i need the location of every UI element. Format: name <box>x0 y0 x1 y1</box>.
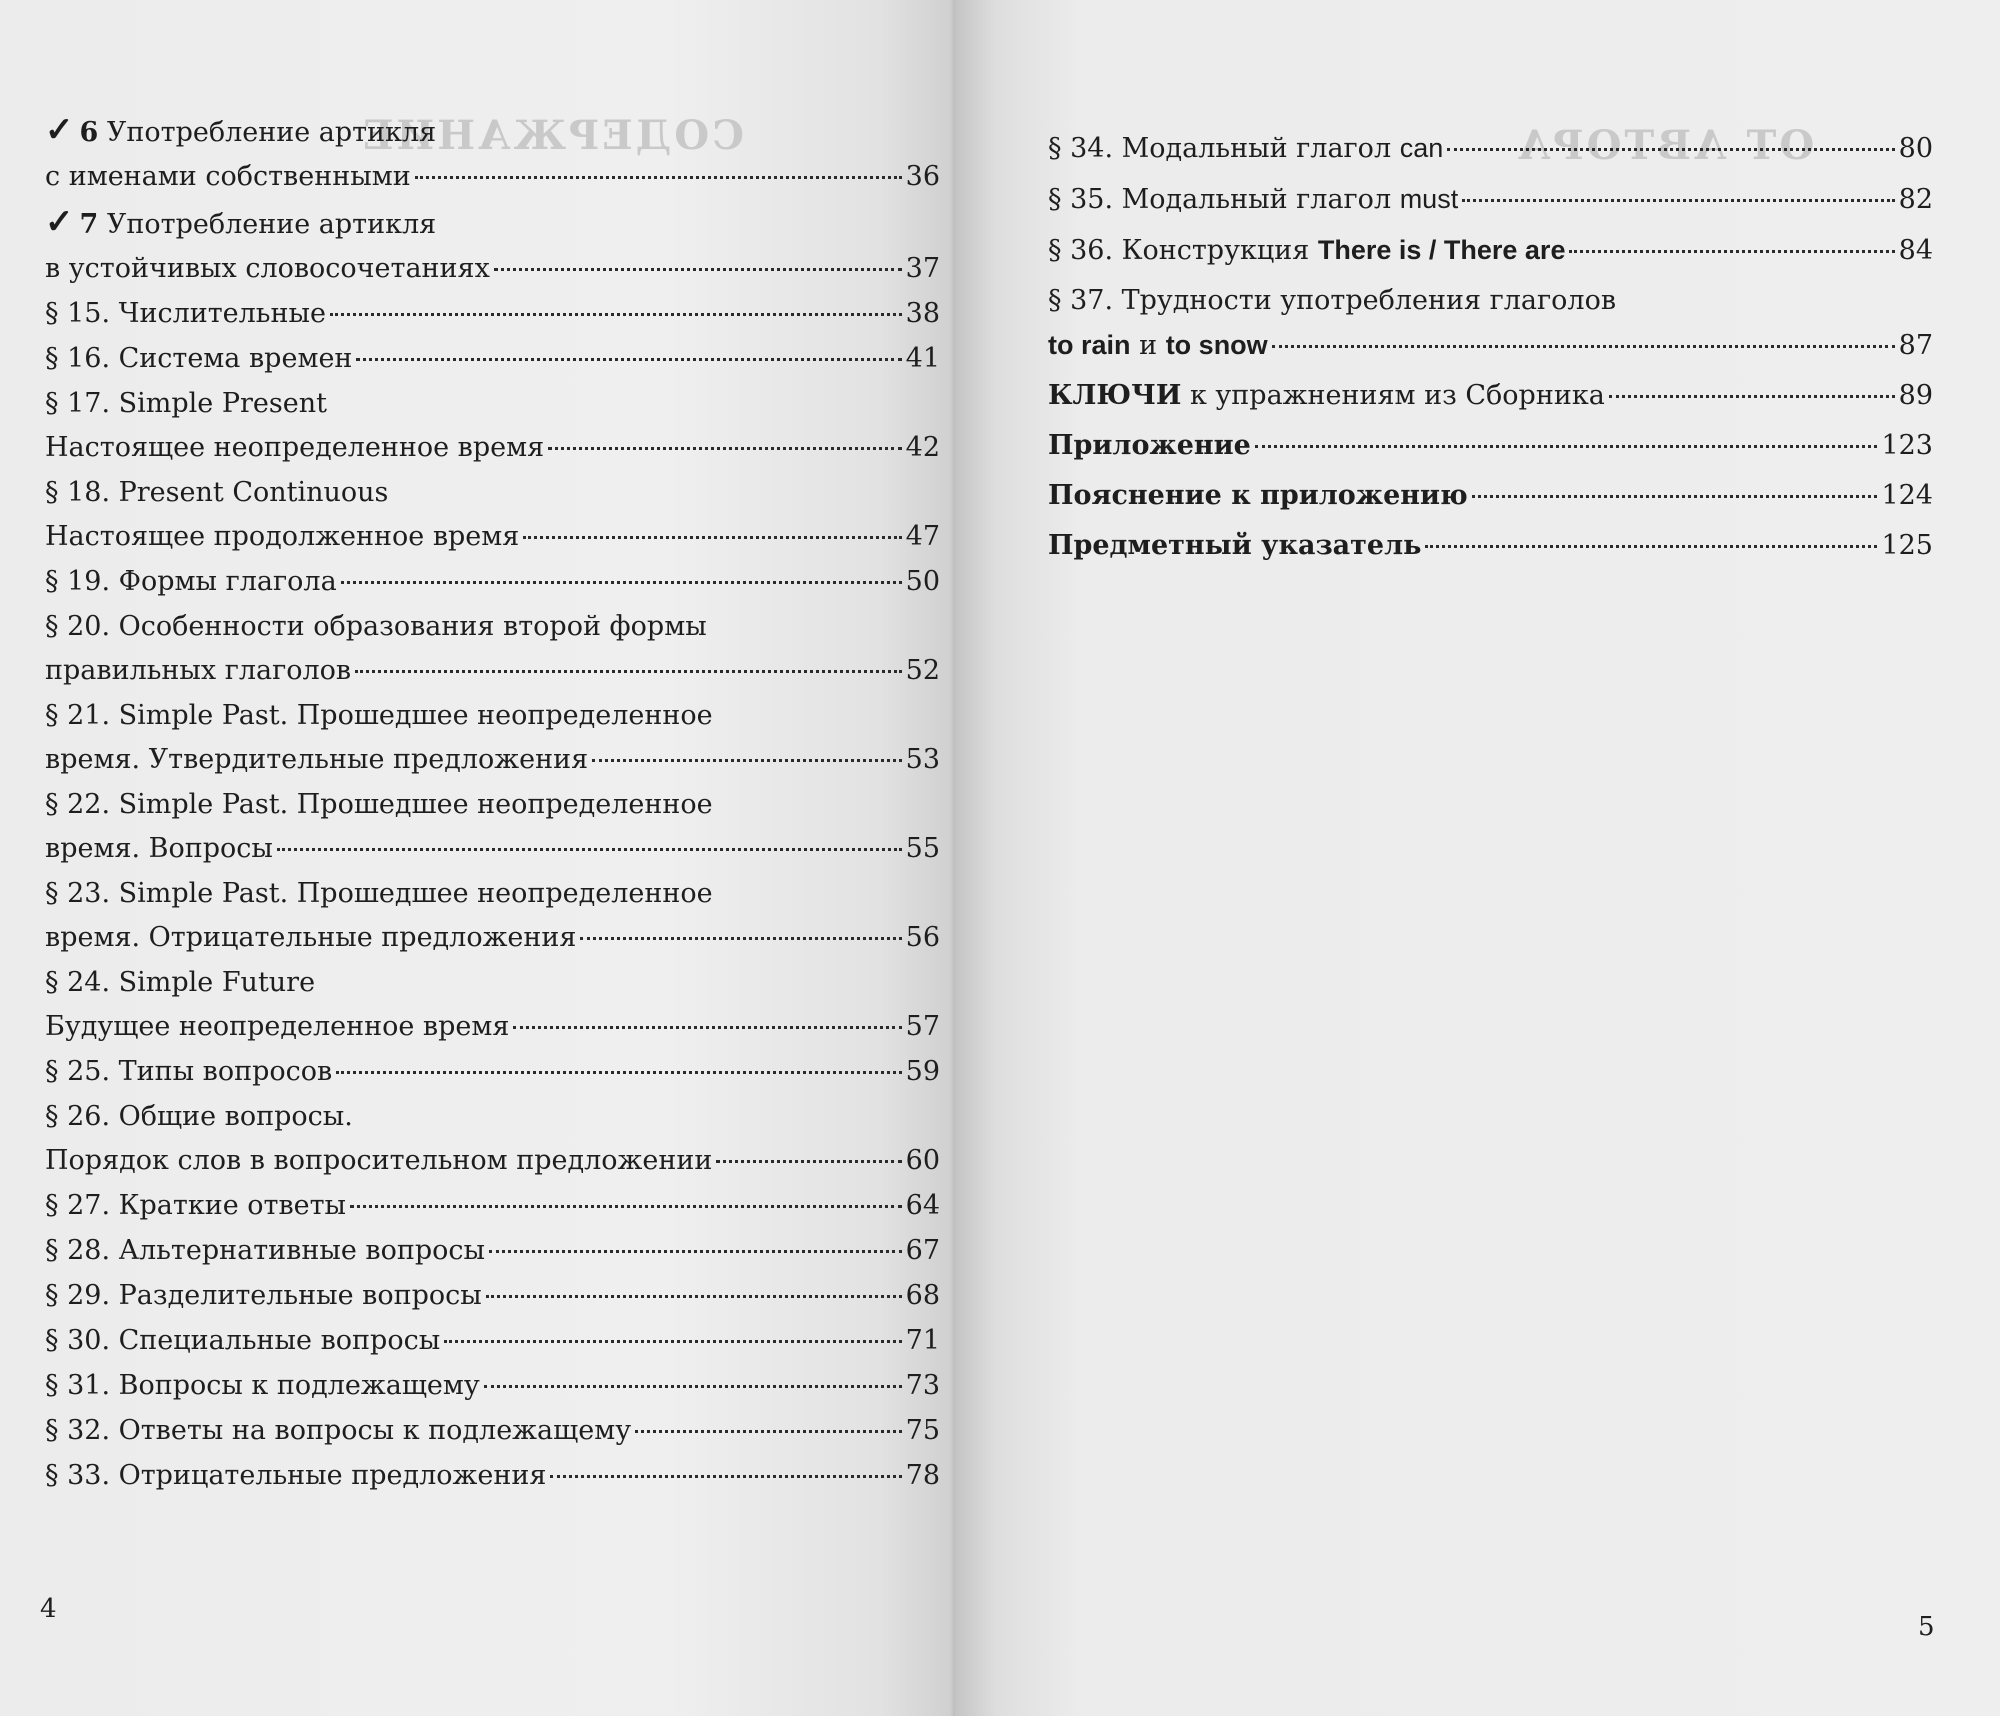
leader-dots <box>330 313 902 316</box>
page-ref: 123 <box>1881 430 1933 461</box>
leader-dots <box>550 1475 901 1478</box>
page-ref: 67 <box>905 1235 940 1266</box>
toc-entry: § 21. Simple Past. Прошедшее неопределенное время. Утвердительные предложения 53 <box>45 694 940 782</box>
page-ref: 38 <box>905 298 940 329</box>
leader-dots <box>1272 345 1895 348</box>
page-ref: 125 <box>1881 530 1933 561</box>
toc-entry: § 29. Разделительные вопросы 68 <box>45 1274 940 1318</box>
toc-entry: § 20. Особенности образования второй формы правильных глаголов 52 <box>45 605 940 693</box>
leader-dots <box>1447 148 1894 151</box>
leader-dots <box>1255 445 1878 448</box>
leader-dots <box>1569 250 1894 253</box>
page-ref: 71 <box>905 1325 940 1356</box>
checkmark-icon: ✓ <box>45 110 74 150</box>
toc-entry: § 34. Модальный глагол can 80 <box>1048 126 1933 171</box>
toc-entry: § 31. Вопросы к подлежащему 73 <box>45 1364 940 1408</box>
page-ref: 60 <box>905 1145 940 1176</box>
leader-dots <box>716 1160 901 1163</box>
page-number: 5 <box>1918 1612 1935 1642</box>
page-ref: 75 <box>905 1415 940 1446</box>
toc-right <box>1048 126 1933 574</box>
page-ref: 87 <box>1898 330 1933 361</box>
leader-dots <box>494 268 902 271</box>
page-ref: 50 <box>905 566 940 597</box>
page-ref: 89 <box>1898 380 1933 411</box>
leader-dots <box>523 536 901 539</box>
toc-entry: § 16. Система времен 41 <box>45 337 940 381</box>
toc-entry: § 27. Краткие ответы 64 <box>45 1184 940 1228</box>
page-ref: 82 <box>1898 184 1933 215</box>
leader-dots <box>341 581 902 584</box>
page-ref: 47 <box>905 521 940 552</box>
page-ref: 78 <box>905 1460 940 1491</box>
toc-entry: ✓ 6 Употребление артикля с именами собственными 36 <box>45 108 940 199</box>
toc-entry: § 23. Simple Past. Прошедшее неопределенное время. Отрицательные предложения 56 <box>45 872 940 960</box>
page-ref: 68 <box>905 1280 940 1311</box>
page-ref: 73 <box>905 1370 940 1401</box>
leader-dots <box>415 176 902 179</box>
toc-entry: КЛЮЧИ к упражнениям из Сборника 89 <box>1048 374 1933 418</box>
leader-dots <box>548 447 901 450</box>
leader-dots <box>486 1295 902 1298</box>
page-ref: 55 <box>905 833 940 864</box>
leader-dots <box>592 759 902 762</box>
toc-entry: § 25. Типы вопросов 59 <box>45 1050 940 1094</box>
leader-dots <box>580 937 901 940</box>
leader-dots <box>336 1071 901 1074</box>
toc-entry: Пояснение к приложению 124 <box>1048 474 1933 518</box>
leader-dots <box>356 358 901 361</box>
page-ref: 36 <box>905 161 940 192</box>
bleed-through-heading: СОДЕРЖАНИЕ <box>360 112 744 159</box>
leader-dots <box>277 848 902 851</box>
toc-left <box>45 108 940 1499</box>
leader-dots <box>1425 545 1877 548</box>
toc-entry: § 26. Общие вопросы. Порядок слов в вопросительном предложении 60 <box>45 1095 940 1183</box>
page-number: 4 <box>40 1594 57 1624</box>
toc-entry: § 28. Альтернативные вопросы 67 <box>45 1229 940 1273</box>
page-ref: 80 <box>1898 133 1933 164</box>
toc-entry: § 18. Present Continuous Настоящее продолженное время 47 <box>45 471 940 559</box>
toc-entry: § 15. Числительные 38 <box>45 292 940 336</box>
toc-entry: § 17. Simple Present Настоящее неопределенное время 42 <box>45 382 940 470</box>
leader-dots <box>1472 495 1878 498</box>
leader-dots <box>1462 199 1894 202</box>
toc-entry: § 37. Трудности употребления глаголов to rain и to snow 87 <box>1048 279 1933 368</box>
toc-entry: Приложение 123 <box>1048 424 1933 468</box>
page-ref: 37 <box>905 253 940 284</box>
toc-entry: § 22. Simple Past. Прошедшее неопределенное время. Вопросы 55 <box>45 783 940 871</box>
right-page <box>955 0 2000 1716</box>
toc-entry: Предметный указатель 125 <box>1048 524 1933 568</box>
page-ref: 64 <box>905 1190 940 1221</box>
leader-dots <box>1609 395 1895 398</box>
toc-entry: § 36. Конструкция There is / There are 84 <box>1048 228 1933 273</box>
toc-entry: ✓ 7 Употребление артикля в устойчивых словосочетаниях 37 <box>45 200 940 291</box>
toc-entry: § 35. Модальный глагол must 82 <box>1048 177 1933 222</box>
leader-dots <box>489 1250 902 1253</box>
leader-dots <box>355 670 902 673</box>
toc-entry: § 32. Ответы на вопросы к подлежащему 75 <box>45 1409 940 1453</box>
leader-dots <box>444 1340 901 1343</box>
leader-dots <box>513 1026 901 1029</box>
toc-entry: § 33. Отрицательные предложения 78 <box>45 1454 940 1498</box>
page-ref: 59 <box>905 1056 940 1087</box>
toc-entry: § 30. Специальные вопросы 71 <box>45 1319 940 1363</box>
page-ref: 42 <box>905 432 940 463</box>
page-ref: 84 <box>1898 235 1933 266</box>
leader-dots <box>350 1205 902 1208</box>
page-ref: 56 <box>905 922 940 953</box>
toc-entry: § 19. Формы глагола 50 <box>45 560 940 604</box>
checkmark-icon: ✓ <box>45 202 74 242</box>
toc-entry: § 24. Simple Future Будущее неопределенное время 57 <box>45 961 940 1049</box>
leader-dots <box>484 1385 902 1388</box>
leader-dots <box>635 1430 902 1433</box>
page-ref: 53 <box>905 744 940 775</box>
page-ref: 52 <box>905 655 940 686</box>
bleed-through-heading: ОТ АВТОРА <box>1515 122 1815 169</box>
page-ref: 57 <box>905 1011 940 1042</box>
left-page <box>0 0 955 1716</box>
page-ref: 41 <box>905 343 940 374</box>
page-ref: 124 <box>1881 480 1933 511</box>
